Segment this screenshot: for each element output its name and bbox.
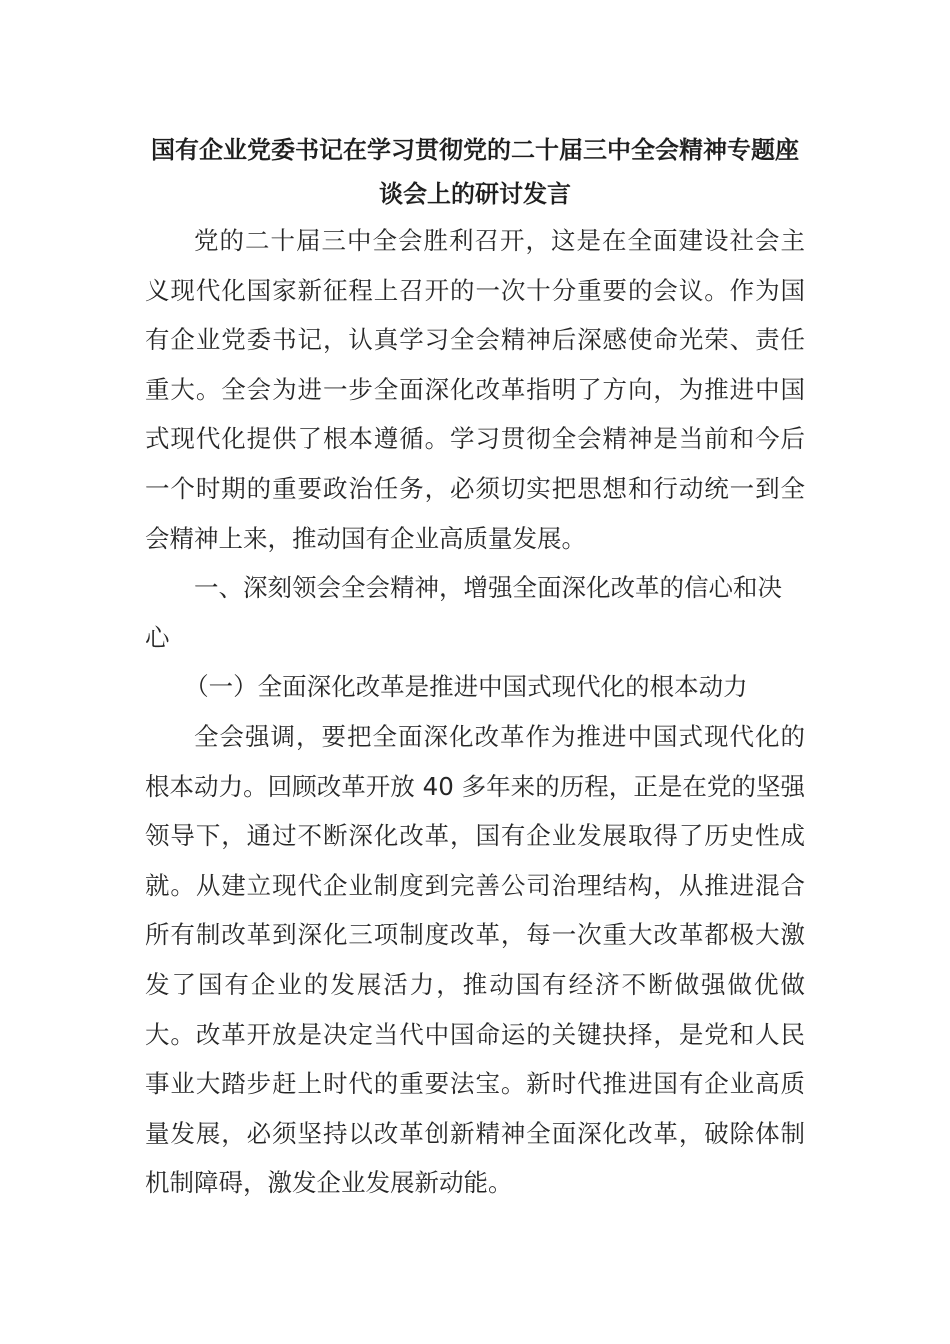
document-title: 国有企业党委书记在学习贯彻党的二十届三中全会精神专题座谈会上的研讨发言: [151, 136, 799, 208]
intro-paragraph: 党的二十届三中全会胜利召开，这是在全面建设社会主义现代化国家新征程上召开的一次十分重要的会议。作为国有企业党委书记，认真学习全会精神后深感使命光荣、责任重大。全会为进一步全面深化改革指明了方向，为推进中国式现代化提供了根本遵循。学习贯彻全会精神是当前和今后一个时期的重要政治任务，必须切实把思想和行动统一到全会精神上来，推动国有企业高质量发展。: [145, 226, 805, 553]
subsection-heading: （一）全面深化改革是推进中国式现代化的根本动力: [184, 672, 748, 702]
document-body: [145, 128, 805, 1208]
section-heading: 一、深刻领会全会精神，增强全面深化改革的信心和决心: [145, 573, 782, 652]
body-paragraph: 全会强调，要把全面深化改革作为推进中国式现代化的根本动力。回顾改革开放 40 多年来的历程，正是在党的坚强领导下，通过不断深化改革，国有企业发展取得了历史性成就。从建立现代企业制度到完善公司治理结构，从推进混合所有制改革到深化三项制度改革，每一次重大改革都极大激发了国有企业的发展活力，推动国有经济不断做强做优做大。改革开放是决定当代中国命运的关键抉择，是党和人民事业大踏步赶上时代的重要法宝。新时代推进国有企业高质量发展，必须坚持以改革创新精神全面深化改革，破除体制机制障碍，激发企业发展新动能。: [145, 721, 805, 1198]
